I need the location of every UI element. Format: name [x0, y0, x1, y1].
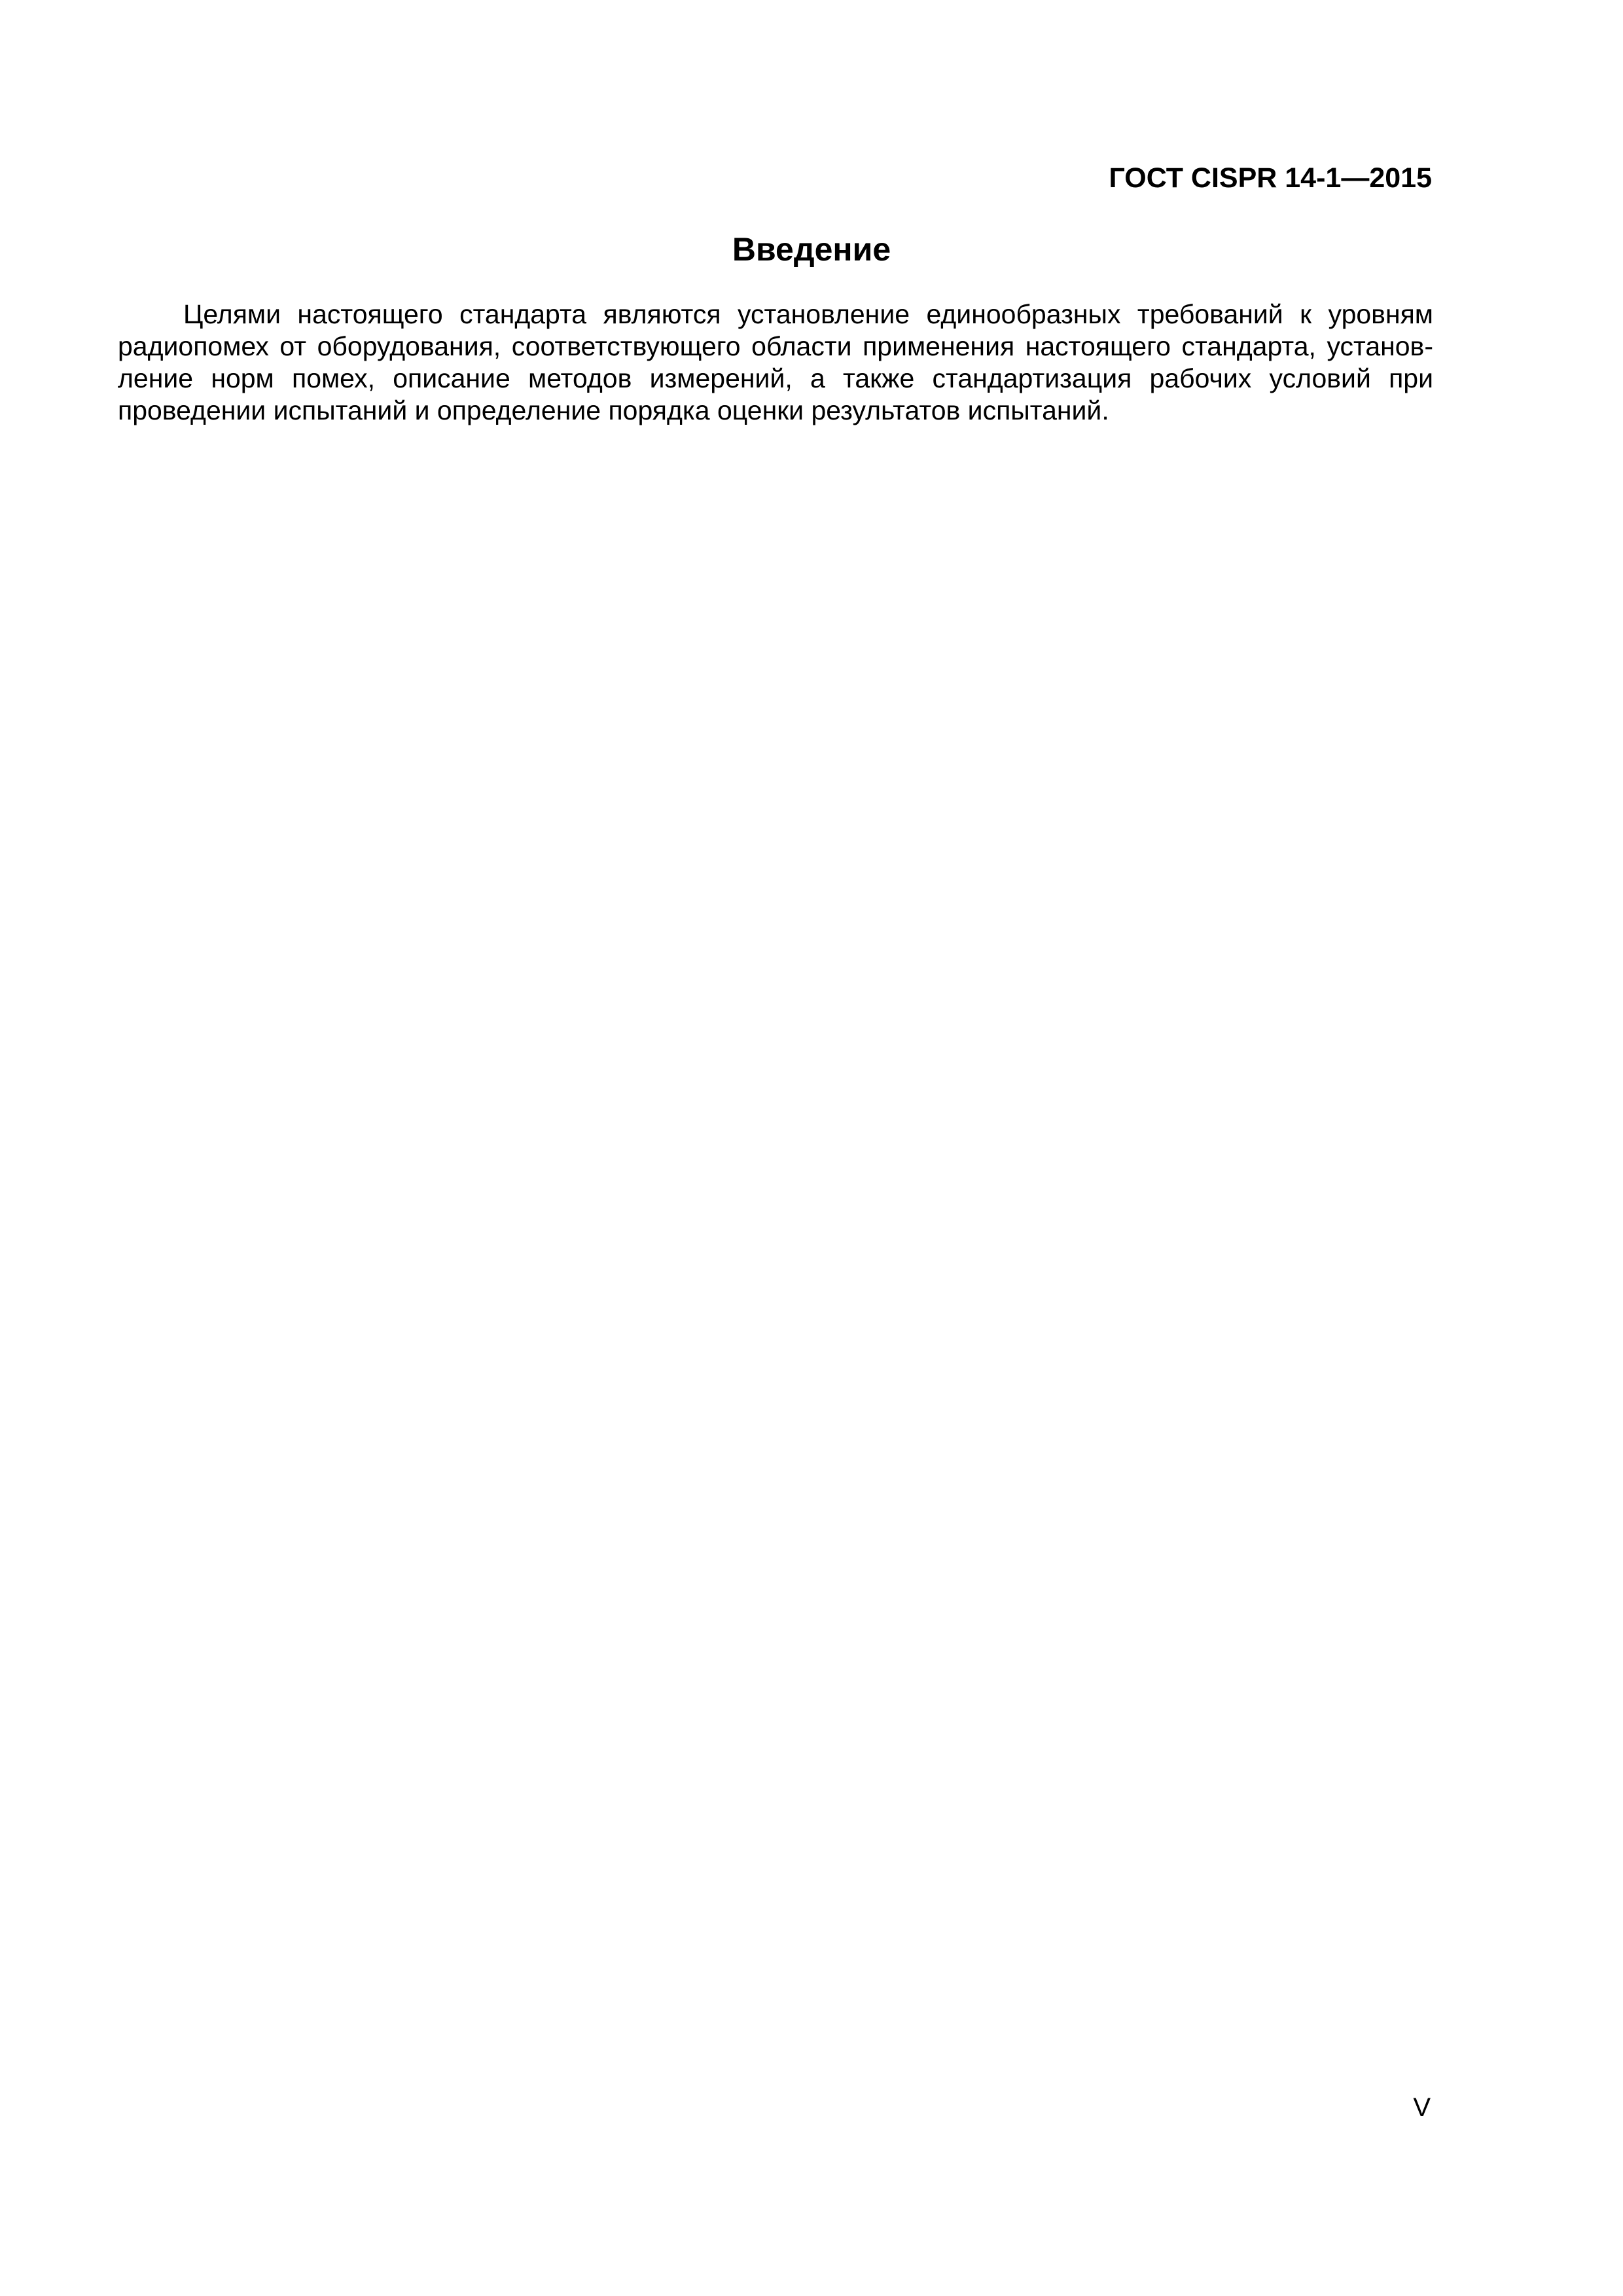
- introduction-paragraph: Целями настоящего стандарта являются установление единообразных требований к уровням радиопомех от оборудования, соответствующего области применения настоящего стандарта, установление норм помех, описание методов измерений, а также стандартизация рабочих условий при проведении испытаний и определение порядка оценки результатов испытаний.: [118, 299, 1433, 425]
- document-code: ГОСТ CISPR 14-1—2015: [1109, 162, 1432, 194]
- page-number: V: [1413, 2093, 1431, 2122]
- section-title: Введение: [732, 231, 891, 268]
